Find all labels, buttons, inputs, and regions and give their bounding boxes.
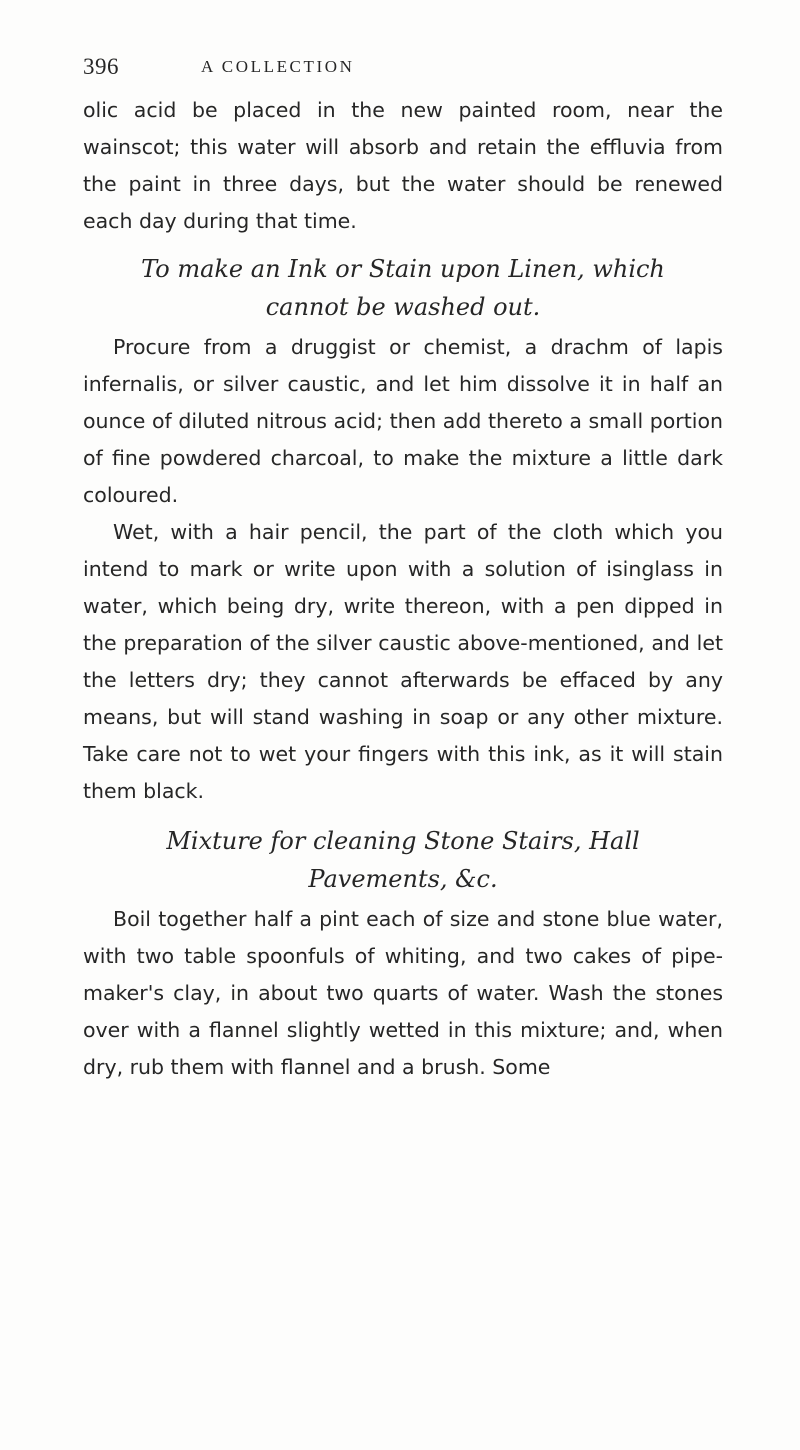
heading-line: cannot be washed out. [265, 293, 541, 321]
paragraph: Procure from a druggist or chemist, a drachm of lapis infernalis, or silver caustic, and let him dissolve it in half an ounce of diluted nitrous acid; then add thereto a small portion of fine powdered charcoal, to make the mixture a little dark coloured. [83, 335, 723, 507]
heading-line: To make an Ink or Stain upon Linen, which [141, 255, 665, 283]
heading-line: Mixture for cleaning Stone Stairs, Hall [166, 827, 640, 855]
paragraph-continued: olic acid be placed in the new painted room, near the wainscot; this water will absorb and retain the effluvia from the paint in three days, but the water should be renewed each day during that time. [83, 98, 723, 233]
running-title: A COLLECTION [201, 57, 355, 76]
paragraph: Wet, with a hair pencil, the part of the cloth which you intend to mark or write upon with a solution of isinglass in water, which being dry, write thereon, with a pen dipped in the preparation of the silver caustic above-mentioned, and let the letters dry; they cannot afterwards be effaced by any means, but will stand washing in soap or any other mixture. Take care not to wet your fingers with this ink, as it will stain them black. [83, 520, 723, 803]
paragraph: Boil together half a pint each of size and stone blue water, with two table spoonfuls of whiting, and two cakes of pipe-maker's clay, in about two quarts of water. Wash the stones over with a flannel slightly wetted in this mixture; and, when dry, rub them with flannel and a brush. Some [83, 907, 723, 1079]
heading-line: Pavements, &c. [308, 865, 498, 893]
section-heading-ink-stain [83, 250, 723, 326]
page-number: 396 [83, 54, 119, 79]
running-head [83, 50, 723, 84]
section-heading-stone-stairs [83, 822, 723, 898]
body-text [83, 92, 723, 1086]
